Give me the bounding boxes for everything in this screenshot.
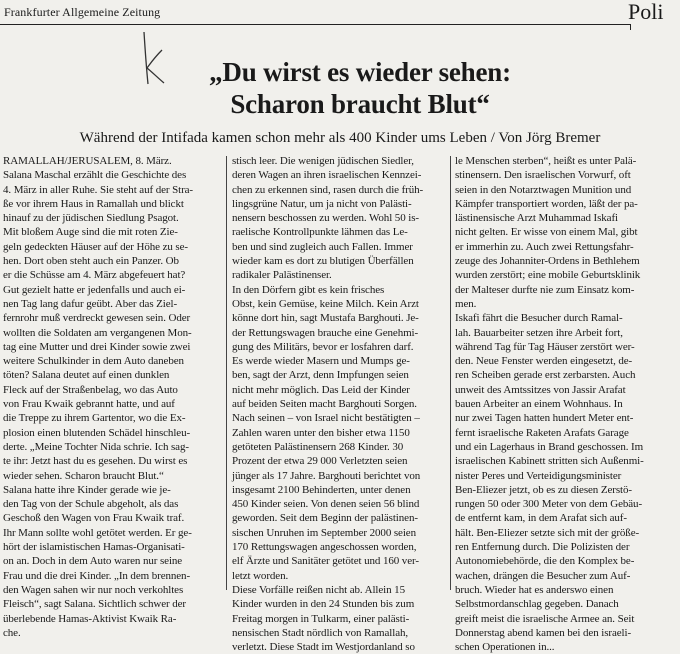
text-line: Donnerstag abend kamen bei den israeli- <box>455 626 632 639</box>
text-line: nur zwei Tagen hatten hundert Meter ent- <box>455 412 634 425</box>
text-line: bruch. Wieder hat es anderswo einen <box>455 583 614 596</box>
text-line: wollten die Soldaten am vergangenen Mon- <box>3 326 192 339</box>
text-line: Geschoß den Wagen von Frau Kwaik traf. <box>3 512 185 525</box>
text-line: nicht mehr möglich. Das Leid der Kinder <box>232 383 410 396</box>
headline-line: „Du wirst es wieder sehen: <box>209 57 511 87</box>
text-line: 170 Rettungswagen angeschossen worden, <box>232 541 417 554</box>
text-line: überlebende Hamas-Aktivist Kwaik Ra- <box>3 612 177 625</box>
text-line: elf Ärzte und Sanitäter getötet und 160 ver- <box>232 555 419 568</box>
text-line: nensischen Stadt nördlich von Ramallah, <box>232 626 409 639</box>
text-line: on an. Doch in dem Auto waren nur seine <box>3 555 183 568</box>
text-line: nen Tag lang dafur geübt. Aber das Ziel- <box>3 297 178 310</box>
text-line: chen zu erkennen sind, rasen durch die früh- <box>232 183 424 196</box>
text-line: letzt worden. <box>232 569 289 582</box>
text-line: lingsgrüne Natur, um ja nicht von Palästi- <box>232 197 412 210</box>
text-line: greift meist die israelische Armee an. Seit <box>455 612 635 625</box>
text-line: lah. Bauarbeiter setzen ihre Arbeit fort, <box>455 326 623 339</box>
headline-line: Scharon braucht Blut“ <box>230 89 490 119</box>
text-line: ße vor ihrem Haus in Ramallah und blickt <box>3 197 184 210</box>
text-line: radikaler Palästinenser. <box>232 269 332 282</box>
text-line: den Tag von der Schule abgeholt, als das <box>3 498 179 511</box>
masthead-rule-tick <box>630 24 631 30</box>
section-label: Poli <box>628 0 664 24</box>
text-line: nensern beschossen zu werden. Wohl 50 is- <box>232 212 419 225</box>
text-line: hört der islamistischen Hamas-Organisati- <box>3 541 185 554</box>
text-line: unweit des Amtssitzes von Jassir Arafat <box>455 383 626 396</box>
text-line: raelische Kontrollpunkte lähmen das Le- <box>232 226 408 239</box>
text-line: bauen Arbeiter an einem Wohnhaus. In <box>455 398 623 411</box>
text-line: Es werde wieder Masern und Mumps ge- <box>232 355 410 368</box>
text-line: che. <box>3 626 21 639</box>
newspaper-name: Frankfurter Allgemeine Zeitung <box>4 5 161 19</box>
text-line: ben, sagt der Arzt, denn Impfungen seien <box>232 369 409 382</box>
text-line: RAMALLAH/JERUSALEM, 8. März. <box>3 155 172 167</box>
text-line: te ihr: Jetzt hast du es gesehen. Du wirst es <box>3 455 188 468</box>
text-line: fernrohr muß verdreckt gewesen sein. Oder <box>3 312 191 325</box>
text-line: Iskafi fährt die Besucher durch Ramal- <box>455 312 623 325</box>
text-line: schen Operationen in... <box>455 641 555 654</box>
text-line: wurden zerstört; eine mobile Geburtsklinik <box>455 269 641 282</box>
text-line: töten? Salana deutet auf einen dunklen <box>3 369 170 382</box>
text-line: men. <box>455 297 477 310</box>
text-line: den. Neue Fenster werden eingesetzt, de- <box>455 355 633 368</box>
text-line: Fleisch“, sagt Salana. Sichtlich schwer der <box>3 598 186 611</box>
text-line: hält. Ben-Eliezer setzte sich mit der größe- <box>455 526 640 539</box>
text-line: 4. März in aller Ruhe. Sie steht auf der Stra- <box>3 183 193 196</box>
text-line: der Rettungswagen brauche eine Genehmi- <box>232 326 419 339</box>
text-line: während Tag für Tag Häuser zerstört wer- <box>455 340 635 353</box>
text-line: ren Scheiben gerade erst zerbarsten. Auch <box>455 369 636 382</box>
text-line: tag eine Mutter und drei Kinder sowie zwei <box>3 340 191 353</box>
text-line: ben und sind zugleich auch Fallen. Immer <box>232 240 413 253</box>
text-line: Nach seinen – von Israel nicht bestätigten – <box>232 412 420 425</box>
text-line: könne dort hin, sagt Mustafa Barghouti. Je- <box>232 312 419 325</box>
text-line: zeuge des Johanniter-Ordens in Bethlehem <box>455 255 640 268</box>
text-line: Frau und die drei Kinder. „In dem brennen- <box>3 569 191 582</box>
text-line: die Treppe zu ihrem Gartentor, wo die Ex- <box>3 412 186 425</box>
article-column-3 <box>455 154 677 654</box>
text-line: hinauf zu der jüdischen Siedlung Psagot. <box>3 212 179 225</box>
text-line: Obst, kein Gemüse, keine Milch. Kein Arzt <box>232 297 419 310</box>
text-line: wieder kam es dort zu blutigen Überfällen <box>232 255 414 268</box>
article-column-2 <box>232 154 446 654</box>
text-line: getöteten Palästinensern 268 Kinder. 30 <box>232 440 404 453</box>
text-line: derte. „Meine Tochter Nida schrie. Ich sag- <box>3 440 189 453</box>
text-line: er immerhin zu. Auch zwei Rettungsfahr- <box>455 240 634 253</box>
text-line: le Menschen sterben“, heißt es unter Palä- <box>455 155 637 167</box>
text-line: Gut gezielt hatte er jedenfalls und auch ei- <box>3 283 186 296</box>
text-line: lästinensische Arzt Muhammad Iskafi <box>455 212 618 225</box>
masthead <box>0 0 680 24</box>
text-line: Prozent der etwa 29 000 Verletzten seien <box>232 455 408 468</box>
text-line: nicht gelten. Er wisse von einem Mal, gibt <box>455 226 638 239</box>
text-line: gung des Militärs, bevor er losfahren darf. <box>232 340 414 353</box>
text-line: plosion einen blutenden Schädel hinschleu- <box>3 426 191 439</box>
text-line: Freitag morgen in Tulkarm, einer palästi- <box>232 612 410 625</box>
text-line: er die Schüsse am 4. März abgefeuert hat? <box>3 269 186 282</box>
text-line: Fleck auf der Straßenbelag, wo das Auto <box>3 383 178 396</box>
text-line: jünger als 17 Jahre. Barghouti berichtet von <box>232 469 421 482</box>
text-line: In den Dörfern gibt es kein frisches <box>232 283 385 296</box>
text-line: und ein Lagerhaus in Brand geschossen. Im <box>455 440 644 453</box>
text-line: wieder sehen. Scharon braucht Blut.“ <box>3 469 164 482</box>
subheadline: Während der Intifada kamen schon mehr als 400 Kinder ums Leben / Von Jörg Bremer <box>79 130 601 146</box>
text-line: insgesamt 2100 Behinderten, unter denen <box>232 483 411 496</box>
headline <box>150 56 570 120</box>
text-line: der Malteser durfte nie zum Einsatz kom- <box>455 283 635 296</box>
text-line: Ihr Mann sollte wohl getötet werden. Er ge- <box>3 526 192 539</box>
text-line: weitere Schulkinder in dem Auto daneben <box>3 355 184 368</box>
article-body <box>0 154 680 654</box>
text-line: ren Entfernung durch. Die Polizisten der <box>455 541 630 554</box>
text-line: Selbstmordanschlag gegeben. Danach <box>455 598 619 611</box>
text-line: nister Peres und Verteidigungsminister <box>455 469 622 482</box>
text-line: Salana Maschal erzählt die Geschichte des <box>3 169 187 182</box>
text-line: stisch leer. Die wenigen jüdischen Siedler, <box>232 155 414 167</box>
text-line: Kämpfer transportiert worden, läßt der pa- <box>455 197 638 210</box>
text-line: Salana hatte ihre Kinder gerade wie je- <box>3 483 171 496</box>
text-line: sischen Unruhen im September 2000 seien <box>232 526 416 539</box>
text-line: Mit bloßem Auge sind die mit roten Zie- <box>3 226 178 239</box>
text-line: den Wagen sahen wir nur noch verkohltes <box>3 583 184 596</box>
text-line: auf beiden Seiten macht Barghouti Sorgen. <box>232 398 417 411</box>
text-line: geln gedeckten Häuser auf der Höhe zu se- <box>3 240 188 253</box>
text-line: israelischen Kabinett stritten sich Außenmi- <box>455 455 644 468</box>
text-line: stinensern. Den israelischen Vorwurf, oft <box>455 169 631 182</box>
article-column-1 <box>3 154 221 639</box>
text-line: geworden. Seit dem Beginn der palästinen- <box>232 512 418 525</box>
text-line: Kinder wurden in den 24 Stunden bis zum <box>232 598 415 611</box>
text-line: de entfernt kam, in dem Arafat sich auf- <box>455 512 627 525</box>
text-line: seien in den Notarztwagen Munition und <box>455 183 632 196</box>
text-line: 450 Kinder seien. Von denen seien 56 blind <box>232 498 420 511</box>
text-line: verletzt. Diese Stadt im Westjordanland so <box>232 641 415 654</box>
masthead-rule <box>0 24 630 25</box>
text-line: Diese Vorfälle reißen nicht ab. Allein 15 <box>232 583 405 596</box>
text-line: Ben-Eliezer jetzt, ob es zu diesen Zerstö- <box>455 483 632 496</box>
text-line: hen. Dort oben steht auch ein Panzer. Ob <box>3 255 179 268</box>
text-line: von Frau Kwaik gebrannt hatte, und auf <box>3 398 175 411</box>
text-line: Zahlen waren unter den bisher etwa 1150 <box>232 426 410 439</box>
text-line: rungen 50 oder 300 Meter von dem Gebäu- <box>455 498 643 511</box>
text-line: Autonomiebehörde, die den Komplex be- <box>455 555 635 568</box>
text-line: deren Wagen an ihren israelischen Kennzei- <box>232 169 422 182</box>
text-line: wachen, drängen die Besucher zum Auf- <box>455 569 631 582</box>
text-line: fernt israelische Raketen Arafats Garage <box>455 426 629 439</box>
